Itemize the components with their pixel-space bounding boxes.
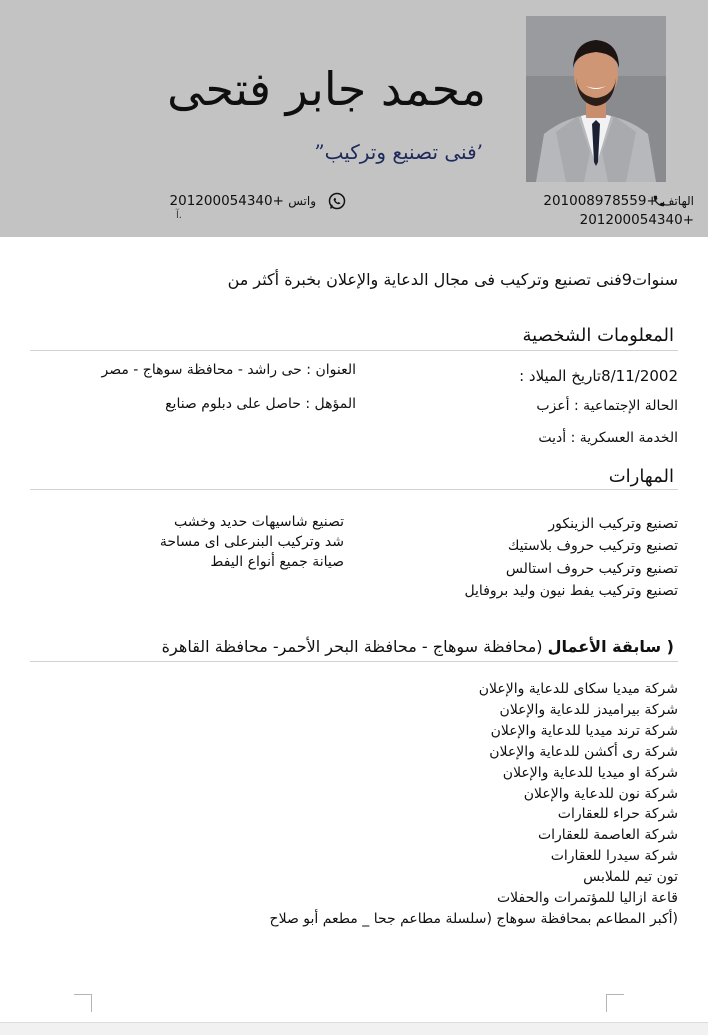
summary: سنوات9فنى تصنيع وتركيب فى مجال الدعاية والإعلان بخبرة أكثر من — [227, 270, 678, 289]
skill-item: تصنيع شاسيهات حديد وخشب — [173, 514, 344, 530]
page-corner-mark — [606, 994, 624, 1012]
phone-label: الهاتف — [662, 194, 694, 208]
skills-list-left — [160, 512, 344, 572]
skill-item: تصنيع وتركيب حروف بلاستيك — [507, 538, 678, 555]
page-corner-mark — [74, 994, 92, 1012]
whatsapp-number: +201200054340 — [169, 193, 284, 209]
companies-list — [270, 679, 678, 930]
company-item: شركة ميديا سكاى للدعاية والإعلان — [478, 681, 678, 697]
phone-number-2: +201200054340 — [579, 212, 694, 228]
qualification: المؤهل : حاصل على دبلوم صنايع — [165, 396, 356, 412]
phone-contact — [494, 192, 694, 230]
military-service: الخدمة العسكرية : أديت — [538, 430, 678, 446]
experience-divider — [30, 661, 678, 662]
profile-photo — [526, 16, 666, 182]
candidate-name: محمد جابر فتحى — [167, 62, 486, 116]
company-item: شركة نون للدعاية والإعلان — [523, 785, 678, 802]
address: العنوان : حى راشد - محافظة سوهاج - مصر — [101, 362, 356, 378]
company-item: تون تيم للملابس — [583, 869, 678, 886]
company-item: شركة بيراميدز للدعاية والإعلان — [499, 701, 678, 718]
skill-item: تصنيع وتركيب يفط نيون وليد بروفايل — [464, 583, 678, 600]
header-band — [0, 0, 708, 237]
marital-status: الحالة الإجتماعية : أعزب — [536, 398, 678, 414]
company-item: شركة او ميديا للدعاية والإعلان — [502, 764, 678, 781]
company-item: شركة رى أكشن للدعاية والإعلان — [489, 743, 678, 760]
company-item: شركة العاصمة للعقارات — [537, 827, 678, 844]
company-item: شركة حراء للعقارات — [557, 806, 678, 823]
skills-divider — [30, 489, 678, 490]
small-mark: آ. — [176, 210, 182, 221]
skill-item: تصنيع وتركيب حروف استالس — [505, 560, 678, 577]
skills-list-right — [464, 513, 678, 603]
skills-title: المهارات — [608, 466, 674, 487]
personal-info-title: المعلومات الشخصية — [522, 325, 674, 346]
experience-title-bold: ( سابقة الأعمال — [547, 637, 674, 656]
whatsapp-label: واتس — [288, 194, 316, 208]
skill-item: تصنيع وتركيب الزينكور — [548, 516, 678, 532]
company-item: شركة سيدرا للعقارات — [550, 848, 678, 865]
birth-date: 8/11/2002تاريخ الميلاد : — [519, 367, 678, 385]
experience-title-rest: (محافظة سوهاج - محافظة البحر الأحمر- محافظة القاهرة — [161, 637, 543, 656]
phone-number-1: +201008978559 — [543, 193, 658, 209]
experience-title — [162, 637, 674, 656]
company-item: قاعة ازاليا للمؤتمرات والحفلات — [496, 890, 678, 907]
whatsapp-icon — [327, 191, 347, 211]
page-bottom-edge — [0, 1022, 708, 1035]
personal-info-divider — [30, 350, 678, 351]
phone-line-1 — [494, 192, 694, 211]
company-item: (أكبر المطاعم بمحافظة سوهاج (سلسلة مطاعم جحا _ مطعم أبو صلاح — [269, 910, 678, 927]
skill-item: شد وتركيب البنرعلى اى مساحة — [159, 534, 344, 550]
skill-item: صيانة جميع أنواع اليفط — [210, 554, 344, 570]
job-title: ’فنى تصنيع وتركيب” — [314, 140, 483, 164]
whatsapp-contact — [166, 192, 316, 211]
company-item: شركة ترند ميديا للدعاية والإعلان — [490, 722, 678, 739]
